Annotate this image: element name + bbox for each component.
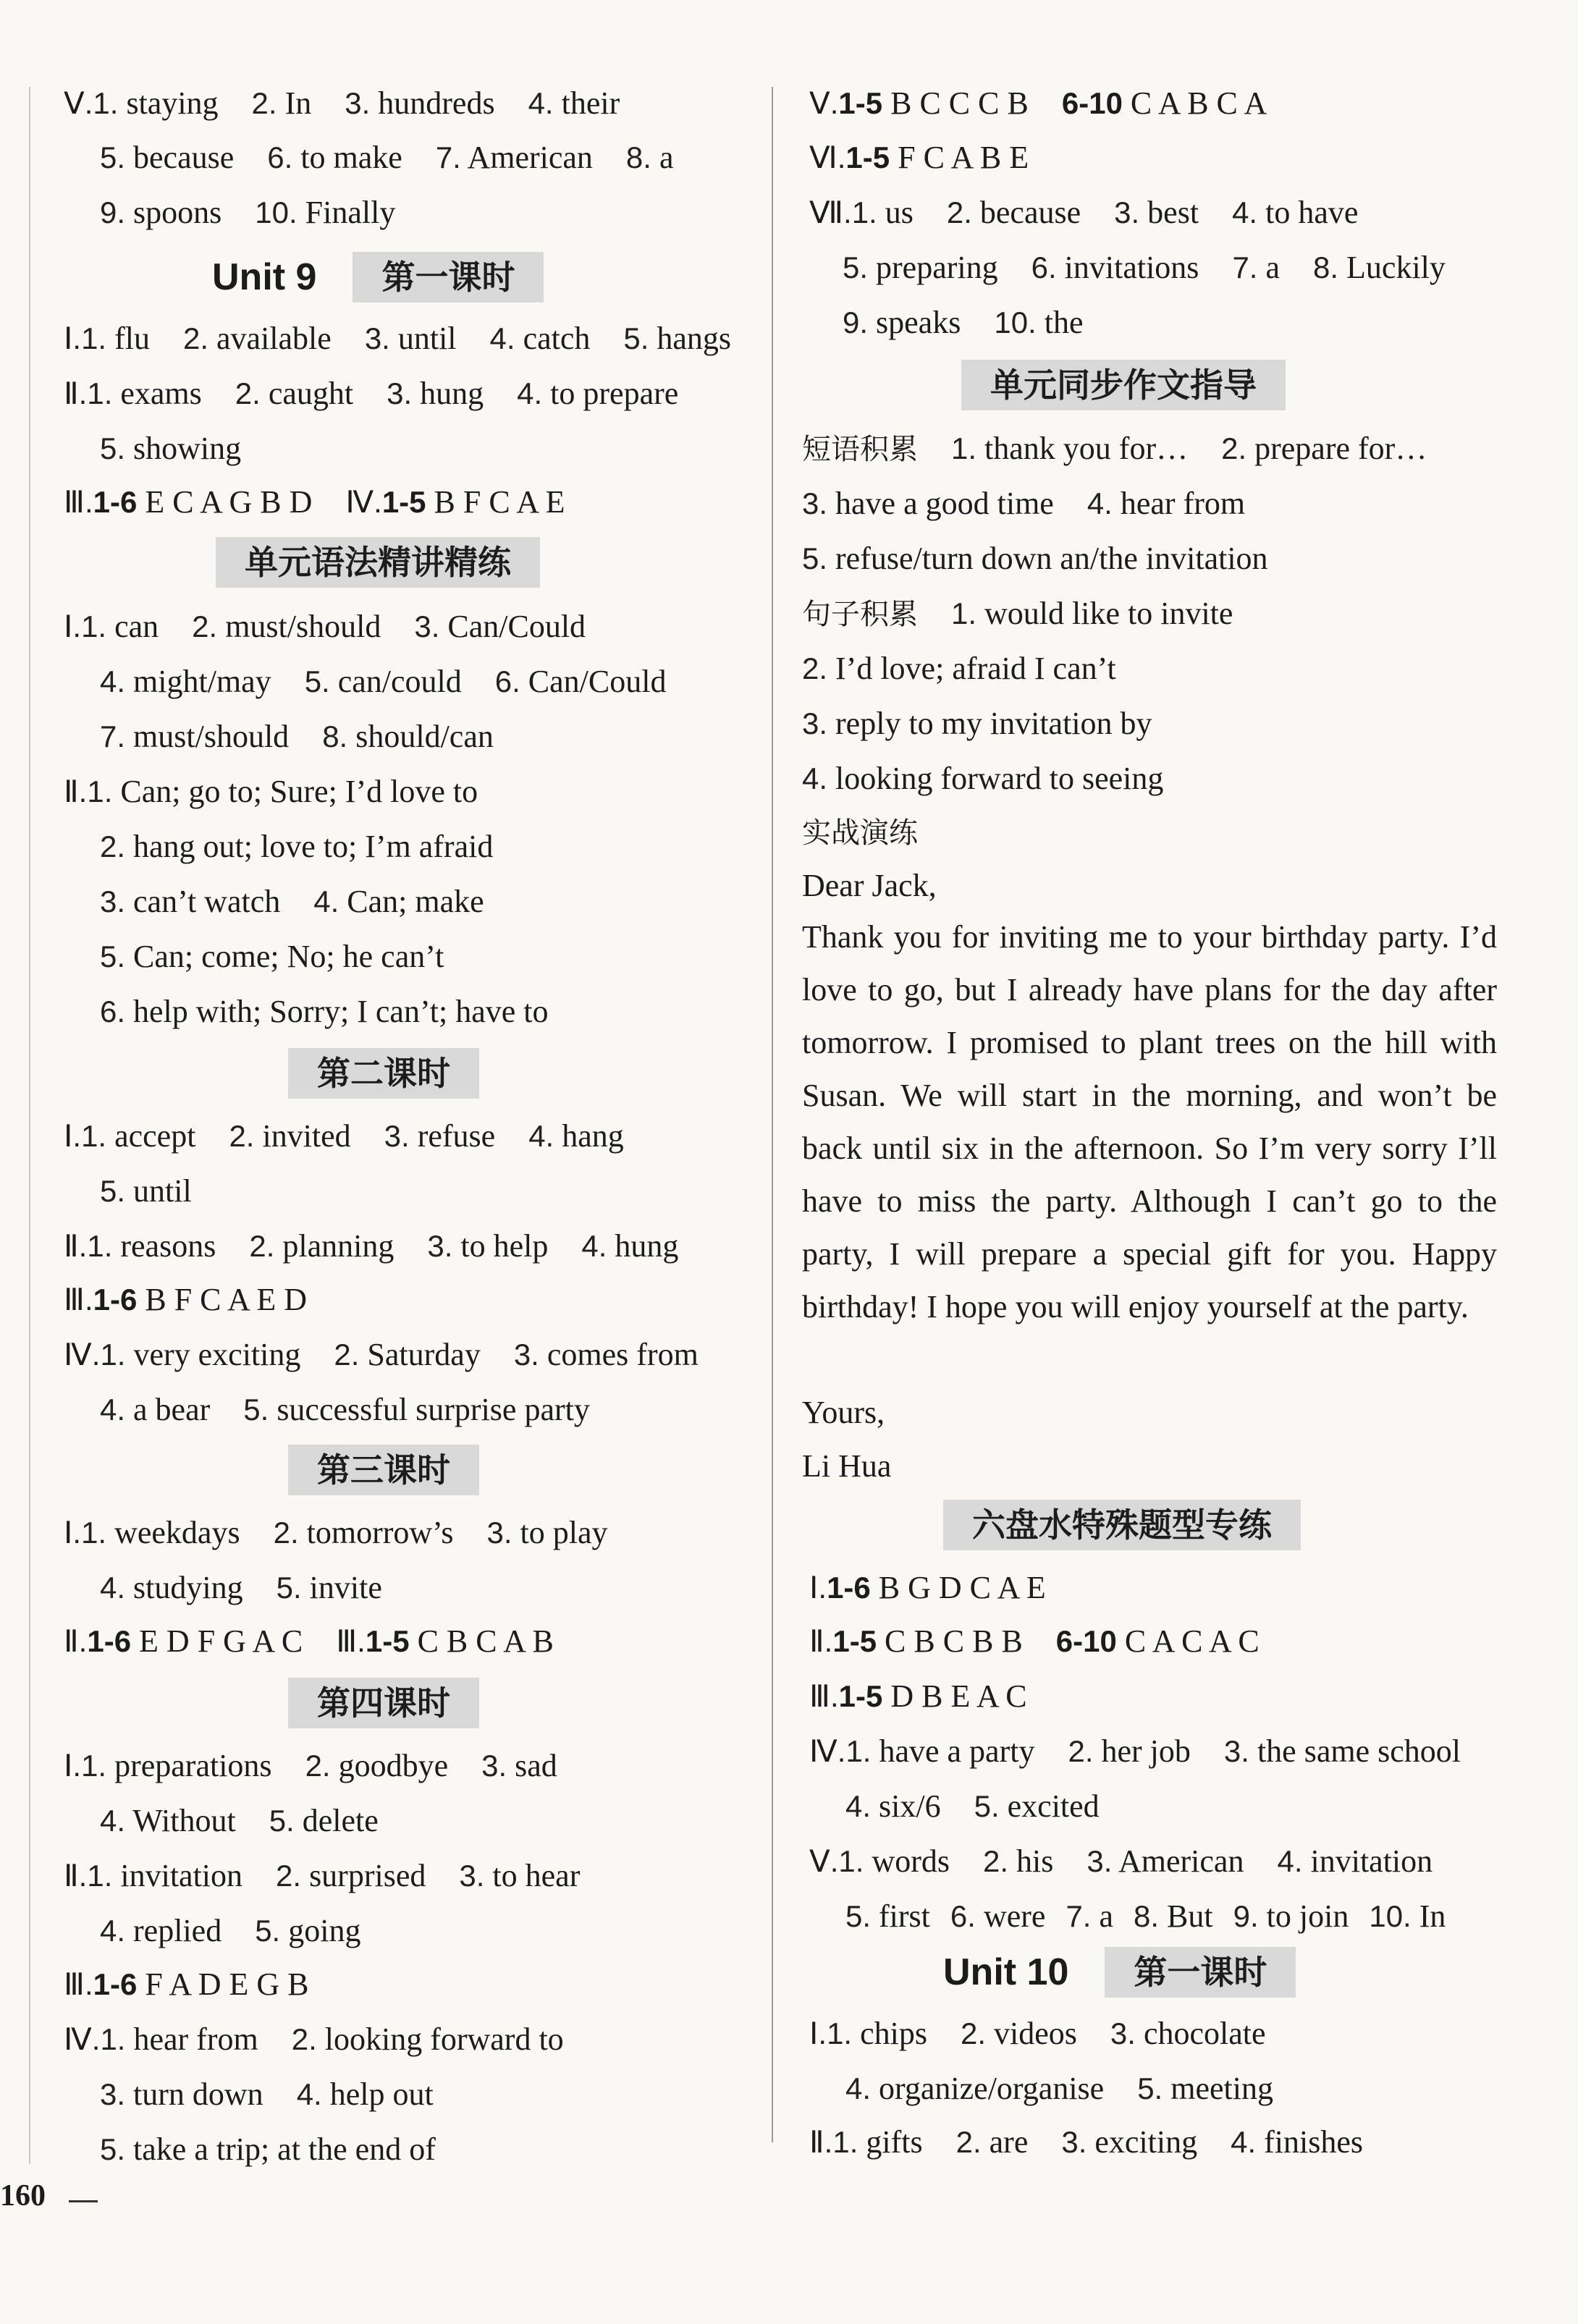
answer-line: Ⅰ.1. weekdays 2. tomorrow’s 3. to play (64, 1515, 608, 1550)
answer-line: Ⅲ.1-6 E C A G B D Ⅳ.1-5 B F C A E (64, 484, 565, 520)
unit-10-header: Unit 10 第一课时 (943, 1947, 1296, 1998)
page-number: 160 (0, 2179, 46, 2213)
answer-line: 2. hang out; love to; I’m afraid (100, 829, 494, 864)
answer-line: 5. Can; come; No; he can’t (100, 939, 444, 974)
answer-line: Ⅱ.1. Can; go to; Sure; I’d love to (64, 774, 478, 809)
answer-line: Ⅶ.1. us 2. because 3. best 4. to have (809, 195, 1359, 230)
answer-line: 5. until (100, 1173, 192, 1209)
answer-line: Ⅱ.1. invitation 2. surprised 3. to hear (64, 1858, 581, 1893)
section-header: 单元语法精讲精练 (216, 537, 540, 588)
answer-line: 6. help with; Sorry; I can’t; have to (100, 994, 549, 1029)
answer-line: Ⅴ.1. words 2. his 3. American 4. invitation (809, 1843, 1433, 1879)
answer-line: Ⅳ.1. have a party 2. her job 3. the same school (809, 1733, 1461, 1769)
answer-line: Ⅲ.1-6 B F C A E D (64, 1282, 308, 1317)
answer-line: 4. a bear 5. successful surprise party (100, 1392, 590, 1427)
answer-line: Ⅱ.1-5 C B C B B 6-10 C A C A C (809, 1623, 1260, 1659)
section-header: 第二课时 (288, 1048, 479, 1099)
answer-line: 4. studying 5. invite (100, 1570, 382, 1605)
answer-line: Ⅰ.1. can 2. must/should 3. Can/Could (64, 609, 586, 644)
answer-line: Ⅰ.1-6 B G D C A E (809, 1570, 1046, 1605)
answer-line: Ⅵ.1-5 F C A B E (809, 140, 1029, 175)
answer-line: 5. first 6. were 7. a 8. But 9. to join 10. In (845, 1898, 1446, 1934)
answer-line: Ⅰ.1. preparations 2. goodbye 3. sad (64, 1748, 557, 1783)
section-header: 第四课时 (288, 1678, 479, 1728)
answer-line: 9. spoons 10. Finally (100, 195, 396, 230)
answer-line: Ⅲ.1-6 F A D E G B (64, 1966, 309, 2002)
answer-line: 4. replied 5. going (100, 1913, 361, 1948)
answer-line: 5. refuse/turn down an/the invitation (802, 541, 1268, 576)
essay-body: Thank you for inviting me to your birthday party. I’d love to go, but I already have plans for the day after tomorrow. I promised to plant trees on the hill with Susan. We will start in the morning, and won’t be back until six in the afternoon. So I’m very sorry I’ll have to miss the party. Although I can’t go to the party, I will prepare a special gift for you. Happy birthday! I hope you will enjoy yourself at the party. (802, 919, 1497, 1324)
section-header: 第三课时 (288, 1445, 479, 1495)
answer-line: 短语积累 1. thank you for… 2. prepare for… (802, 431, 1427, 466)
answer-line: 9. speaks 10. the (843, 305, 1084, 340)
answer-line: 4. six/6 5. excited (845, 1788, 1100, 1824)
letter-salutation: Dear Jack, (802, 868, 937, 903)
answer-line: Ⅴ.1-5 B C C C B 6-10 C A B C A (809, 85, 1267, 121)
column-divider (772, 87, 773, 2142)
answer-line: 5. take a trip; at the end of (100, 2131, 436, 2167)
answer-line: Ⅳ.1. very exciting 2. Saturday 3. comes from (64, 1337, 699, 1372)
answer-line: Ⅴ.1. staying 2. In 3. hundreds 4. their (64, 85, 620, 121)
answer-line: 3. have a good time 4. hear from (802, 486, 1246, 521)
answer-line: 7. must/should 8. should/can (100, 719, 494, 754)
letter-closing: Yours, (802, 1395, 885, 1430)
section-header: 单元同步作文指导 (961, 360, 1286, 410)
answer-line: 句子积累 1. would like to invite (802, 596, 1233, 631)
answer-line: 4. looking forward to seeing (802, 761, 1164, 796)
answer-line: 3. reply to my invitation by (802, 706, 1152, 741)
answer-line: Ⅱ.1. gifts 2. are 3. exciting 4. finishes (809, 2124, 1364, 2160)
unit-9-header: Unit 9 第一课时 (212, 252, 544, 303)
answer-line: 4. Without 5. delete (100, 1803, 379, 1838)
answer-line: Ⅰ.1. flu 2. available 3. until 4. catch 5. hangs (64, 321, 732, 356)
answer-line: 5. showing (100, 431, 242, 466)
left-margin-rule (29, 87, 30, 2164)
answer-line: 3. can’t watch 4. Can; make (100, 884, 484, 919)
answer-line: Ⅳ.1. hear from 2. looking forward to (64, 2021, 564, 2057)
answer-line: Ⅰ.1. chips 2. videos 3. chocolate (809, 2016, 1266, 2051)
answer-line: Ⅱ.1-6 E D F G A C Ⅲ.1-5 C B C A B (64, 1623, 554, 1659)
section-header: 六盘水特殊题型专练 (943, 1500, 1301, 1550)
answer-line: 5. preparing 6. invitations 7. a 8. Luckily (843, 250, 1446, 285)
answer-line: 4. might/may 5. can/could 6. Can/Could (100, 664, 667, 699)
answer-line: 2. I’d love; afraid I can’t (802, 651, 1116, 686)
answer-line: Ⅱ.1. reasons 2. planning 3. to help 4. hung (64, 1228, 679, 1264)
answer-line: 3. turn down 4. help out (100, 2076, 434, 2112)
answer-line: 实战演练 (802, 816, 918, 850)
answer-line: Ⅲ.1-5 D B E A C (809, 1678, 1027, 1714)
page-number-dash (69, 2200, 98, 2202)
answer-line: Ⅱ.1. exams 2. caught 3. hung 4. to prepare (64, 376, 679, 411)
answer-line: 5. because 6. to make 7. American 8. a (100, 140, 674, 175)
answer-line: Ⅰ.1. accept 2. invited 3. refuse 4. hang (64, 1118, 624, 1154)
answer-line: 4. organize/organise 5. meeting (845, 2071, 1273, 2106)
letter-signature: Li Hua (802, 1448, 892, 1484)
